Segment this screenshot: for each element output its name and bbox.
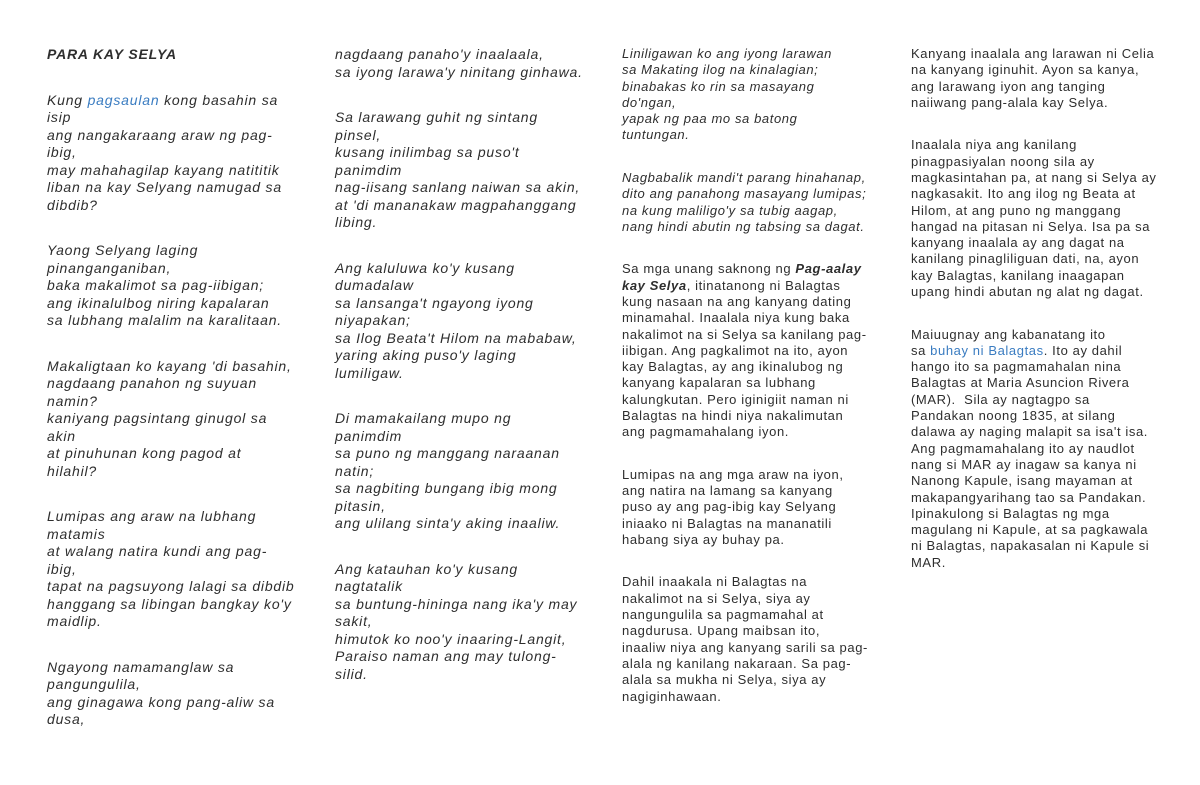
verse-line: at 'di mananakaw magpahanggang <box>335 196 577 213</box>
paragraph-line: kung nasaan na ang kanyang dating <box>622 293 852 309</box>
paragraph-line: ang pagmamahalang iyon. <box>622 424 790 440</box>
verse-line: binabakas ko rin sa masayang <box>622 78 815 94</box>
poem-title-block <box>47 46 295 64</box>
verse-line: liban na kay Selyang namugad sa <box>47 179 282 195</box>
verse-line: Di mamakailang mupo ng <box>335 410 512 426</box>
paragraph-line: ang larawang iyon ang tanging <box>911 78 1106 94</box>
paragraph-line: Ipinakulong si Balagtas ng mga <box>911 505 1110 521</box>
paragraph-line: nagiginhawaan. <box>622 688 722 704</box>
verse-line: isip <box>47 109 72 125</box>
stanza <box>335 410 583 533</box>
verse-line: nagtatalik <box>335 578 403 594</box>
paragraph-line: Kanyang inaalala ang larawan ni Celia <box>911 46 1155 61</box>
verse-line: nagdaang panaho'y inaalaala, <box>335 46 544 62</box>
paragraph-line: inaaliw niya ang kanyang sarili sa pag- <box>622 639 868 655</box>
paragraph-line: Nanong Kapule, isang mayaman at <box>911 473 1133 489</box>
paragraph-line: dalawa ay naging malapit sa isa't isa. <box>911 424 1149 440</box>
verse-line: ang ginagawa kong pang-aliw sa <box>47 693 275 710</box>
verse-line: pinsel, <box>335 126 382 143</box>
paragraph-line: Pandakan noong 1835, at silang <box>911 408 1116 424</box>
paragraph-line: Inaalala niya ang kanilang <box>911 137 1077 153</box>
verse-line: at walang natira kundi ang pag- <box>47 543 268 559</box>
verse-line: pangungulila, <box>47 676 141 692</box>
verse-line: Makaligtaan ko kayang 'di basahin, <box>47 357 292 374</box>
column-4 <box>911 46 1157 597</box>
paragraph-line: Dahil inaakala ni Balagtas na <box>622 574 808 590</box>
verse-line: ibig, <box>47 560 77 577</box>
stanza <box>335 46 583 81</box>
verse-line: pinanganganiban, <box>47 259 172 276</box>
paragraph-line: habang siya ay buhay pa. <box>622 531 785 547</box>
verse-line: nagdaang panahon ng suyuan <box>47 375 257 391</box>
paragraph-line: Balagtas at Maria Asuncion Rivera <box>911 375 1130 391</box>
column-3 <box>622 46 868 731</box>
verse-line: Yaong Selyang laging <box>47 242 199 258</box>
line-text: Sa mga unang saknong ng <box>622 261 796 277</box>
verse-line: sa puno ng manggang naraanan <box>335 445 560 461</box>
paragraph-line: kanilang pinagliliguan dati, na, ayon <box>911 251 1140 267</box>
verse-line: tapat na pagsuyong lalagi sa dibdib <box>47 578 295 594</box>
paragraph-line: kanyang kapalaran sa lubhang <box>622 375 816 391</box>
stanza <box>47 92 295 215</box>
verse-line: niyapakan; <box>335 312 411 328</box>
line-text: sa <box>911 342 931 358</box>
paragraph-line: Balagtas na hindi niya nakalimutan <box>622 408 844 424</box>
verse-line: do'ngan, <box>622 94 677 110</box>
verse-line: dito ang panahong masayang lumipas; <box>622 186 867 202</box>
verse-line: Nagbabalik mandi't parang hinahanap, <box>622 169 866 185</box>
stanza <box>47 659 295 729</box>
paragraph-line <box>622 278 868 294</box>
stanza <box>622 170 868 235</box>
verse-line: natin; <box>335 462 375 479</box>
paragraph-line: nang si MAR ay inagaw sa kanya ni <box>911 456 1137 472</box>
line-text: , itinatanong ni Balagtas <box>686 277 841 293</box>
paragraph-line: alala ng kanilang nakaraan. Sa pag- <box>622 655 852 671</box>
paragraph-line: nagkasakit. Ito ang ilog ng Beata at <box>911 186 1136 202</box>
paragraph-line <box>911 343 1157 359</box>
verse-line: yaring aking puso'y laging <box>335 347 517 363</box>
verse-line: himutok ko noo'y inaaring-Langit, <box>335 630 567 647</box>
link-buhay-ni-balagtas[interactable]: buhay ni Balagtas <box>930 342 1044 358</box>
verse-line: sa buntung-hininga nang ika'y may <box>335 595 578 612</box>
verse-line: pitasin, <box>335 497 386 514</box>
verse-line: may mahahagilap kayang natititik <box>47 161 280 178</box>
verse-line: sa nagbiting bungang ibig mong <box>335 480 558 496</box>
paragraph-line: Ang pagmamahalang ito ay naudlot <box>911 440 1135 456</box>
verse-line: panimdim <box>335 161 403 178</box>
verse-line: ibig, <box>47 144 77 160</box>
paragraph-line: puso ay ang pag-ibig kay Selyang <box>622 499 837 515</box>
paragraph-line: kay Balagtas, kanilang inaagapan <box>911 267 1125 283</box>
verse-line: Ang katauhan ko'y kusang <box>335 560 518 577</box>
verse-line: maidlip. <box>47 613 102 629</box>
verse-line: lumiligaw. <box>335 364 404 381</box>
verse-line: sakit, <box>335 613 373 629</box>
verse-line: sa lubhang malalim na karalitaan. <box>47 312 282 328</box>
paragraph-line: kalungkutan. Pero iginigiit naman ni <box>622 391 849 407</box>
verse-line: sa Ilog Beata't Hilom na mababaw, <box>335 329 577 346</box>
paragraph-line: minamahal. Inaalala niya kung baka <box>622 310 850 326</box>
paragraph-line: Lumipas na ang mga araw na iyon, <box>622 466 844 482</box>
verse-line: nang hindi abutin ng tabsing sa dagat. <box>622 218 865 234</box>
paragraph-line: na kanyang iginuhit. Ayon sa kanya, <box>911 62 1140 78</box>
stanza <box>47 242 295 330</box>
paragraph-line <box>622 261 868 277</box>
verse-line: at pinuhunan kong pagod at <box>47 445 242 461</box>
verse-line: ang ulilang sinta'y aking inaaliw. <box>335 515 561 531</box>
stanza <box>47 508 295 631</box>
verse-line: sa lansanga't ngayong iyong <box>335 294 534 311</box>
verse-line: Ang kaluluwa ko'y kusang <box>335 259 515 276</box>
verse-line: dibdib? <box>47 196 98 213</box>
stanza <box>335 109 583 232</box>
paragraph-line: makapangyarihang tao sa Pandakan. <box>911 489 1147 505</box>
link-pagsaulan[interactable]: pagsaulan <box>87 91 160 108</box>
paragraph-line: pinagpasiyalan noong sila ay <box>911 153 1095 169</box>
verse-line: silid. <box>335 665 368 682</box>
emphasis-poem-title: Pag-aalay <box>795 261 862 277</box>
paragraph-line: ni Balagtas, napakasalan ni Kapule si <box>911 538 1150 554</box>
verse-line: namin? <box>47 392 98 409</box>
verse-line: hilahil? <box>47 462 97 479</box>
verse-line: Liniligawan ko ang iyong larawan <box>622 46 832 61</box>
paragraph-line: magkasintahan pa, at nang si Selya ay <box>911 169 1157 185</box>
stanza <box>335 260 583 383</box>
paragraph-line: nakalimot na si Selya sa kanilang pag- <box>622 326 867 342</box>
verse-line: Ngayong namamanglaw sa <box>47 658 235 675</box>
verse-line: dumadalaw <box>335 277 414 293</box>
paragraph-line: alala sa mukha ni Selya, siya ay <box>622 672 827 688</box>
paragraph-line: nagdurusa. Upang maibsan ito, <box>622 623 821 639</box>
verse-line: nag-iisang sanlang naiwan sa akin, <box>335 179 581 195</box>
stanza <box>335 561 583 684</box>
paragraph-line: hangad na pitasan ni Selya. Isa pa sa <box>911 218 1151 234</box>
paragraph-line: nakalimot na si Selya, siya ay <box>622 590 811 606</box>
paragraph-line: kanyang inaalala ay ang dagat na <box>911 235 1125 251</box>
stanza <box>622 46 868 144</box>
verse-line: ang ikinalulbog niring kapalaran <box>47 294 270 311</box>
column-2 <box>335 46 583 711</box>
paragraph-line: Maiuugnay ang kabanatang ito <box>911 326 1106 342</box>
paragraph <box>911 137 1157 300</box>
column-1 <box>47 46 295 757</box>
paragraph-line: hango ito sa pagmamahalan nina <box>911 359 1122 375</box>
paragraph-line: (MAR). Sila ay nagtagpo sa <box>911 391 1090 407</box>
paragraph-line: kay Balagtas, ay ang ikinalubog ng <box>622 359 844 375</box>
verse-line: matamis <box>47 525 106 542</box>
verse-line: akin <box>47 427 76 444</box>
verse-line: kaniyang pagsintang ginugol sa <box>47 410 268 426</box>
verse-line: sa iyong larawa'y ninitang ginhawa. <box>335 63 583 80</box>
line-text: Kung <box>47 91 88 108</box>
stanza <box>47 358 295 481</box>
emphasis-poem-title: kay Selya <box>622 277 687 293</box>
paragraph-line: magulang ni Kapule, at sa pagkawala <box>911 522 1149 538</box>
paragraph-line: nangungulila sa pagmamahal at <box>622 607 824 623</box>
line-text: kong basahin sa <box>159 91 279 108</box>
verse-line: libing. <box>335 214 378 230</box>
verse-line: hanggang sa libingan bangkay ko'y <box>47 595 292 612</box>
paragraph-line: iniaako ni Balagtas na mananatili <box>622 515 832 531</box>
verse-line: Paraiso naman ang may tulong- <box>335 648 557 664</box>
paragraph-line: naiiwang pang-alala kay Selya. <box>911 94 1109 110</box>
verse-line: na kung maliligo'y sa tubig aagap, <box>622 202 838 218</box>
verse-line: sa Makating ilog na kinalagian; <box>622 62 819 78</box>
paragraph <box>622 574 868 704</box>
paragraph-line: iibigan. Ang pagkalimot na ito, ayon <box>622 342 849 358</box>
line-text: . Ito ay dahil <box>1043 342 1123 358</box>
paragraph <box>911 327 1157 571</box>
paragraph <box>622 261 868 440</box>
verse-line: dusa, <box>47 711 86 727</box>
verse-line <box>47 92 295 110</box>
verse-line: Lumipas ang araw na lubhang <box>47 508 257 524</box>
verse-line: kusang inilimbag sa puso't <box>335 144 520 160</box>
paragraph <box>911 46 1157 111</box>
verse-line: baka makalimot sa pag-iibigan; <box>47 277 264 293</box>
verse-line: tuntungan. <box>622 127 690 143</box>
verse-line: ang nangakaraang araw ng pag- <box>47 126 273 143</box>
paragraph-line: upang hindi abutan ng alat ng dagat. <box>911 284 1144 300</box>
paragraph-line: Hilom, at ang puno ng manggang <box>911 202 1122 218</box>
verse-line: panimdim <box>335 427 403 444</box>
verse-line: Sa larawang guhit ng sintang <box>335 109 538 125</box>
poem-title: PARA KAY SELYA <box>47 46 177 62</box>
paragraph-line: MAR. <box>911 554 946 570</box>
verse-line: yapak ng paa mo sa batong <box>622 111 798 127</box>
paragraph-line: ang natira na lamang sa kanyang <box>622 483 833 499</box>
paragraph <box>622 467 868 548</box>
